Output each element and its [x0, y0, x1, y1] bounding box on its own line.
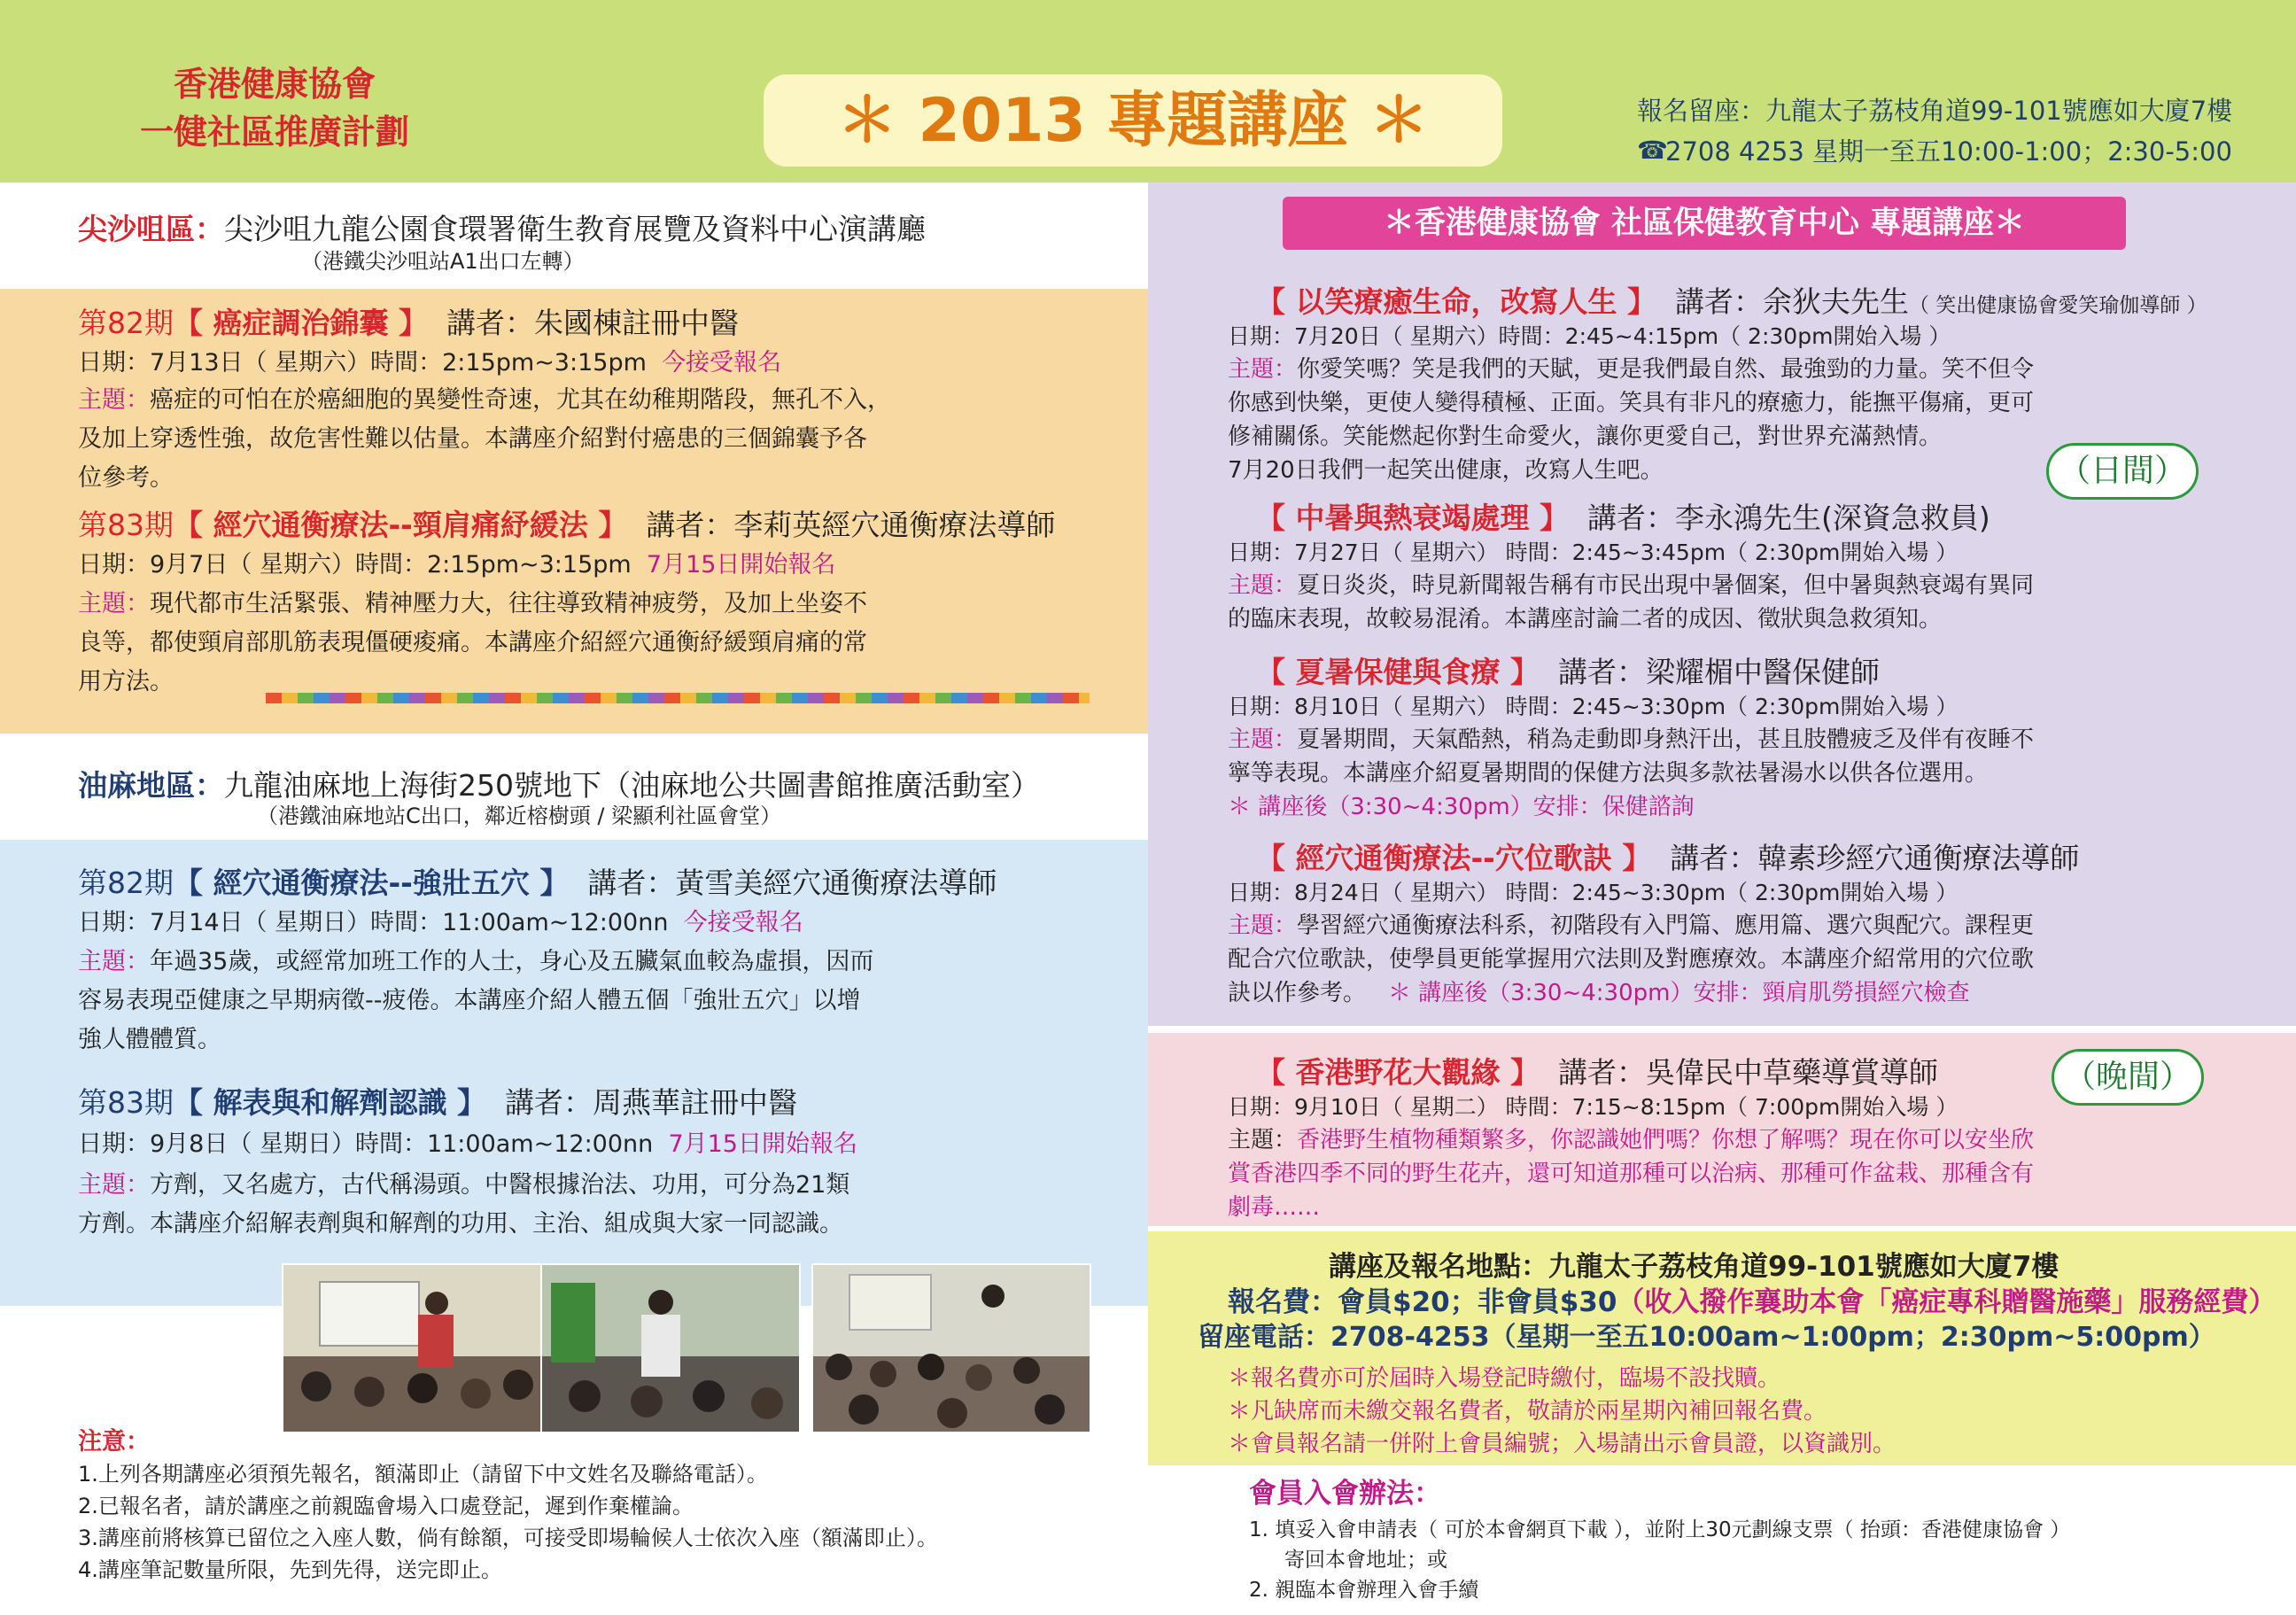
theme-text: 修補關係。笑能燃起你對生命愛火，讓你更愛自己，對世界充滿熱情。	[1228, 423, 1943, 450]
lecture-date-time: 日期：7月14日（ 星期日）時間：11:00am~12:00nn	[78, 909, 669, 936]
period-label: 第82期	[78, 866, 174, 900]
ymt-venue: 九龍油麻地上海街250號地下（油麻地公共圖書館推廣活動室）	[224, 768, 1040, 803]
theme-text: 方劑，又名處方，古代稱湯頭。中醫根據治法、功用，可分為21類	[150, 1171, 850, 1199]
theme-label: 主題：	[78, 590, 150, 617]
theme-text: 香港野生植物種類繁多，你認識她們嗎？你想了解嗎？現在你可以安坐欣	[1297, 1127, 2035, 1153]
ymt-lecture-83-theme	[78, 1166, 1123, 1244]
theme-text: 位參考。	[78, 464, 174, 492]
theme-text: 賞香港四季不同的野生花卉，還可知道那種可以治病、那種可作盆栽、那種含有	[1228, 1161, 2035, 1187]
ymt-lecture-83-title	[78, 1083, 797, 1123]
theme-text: 強人體體質。	[78, 1026, 221, 1053]
registration-status: 7月15日開始報名	[668, 1130, 857, 1158]
center-lecture-2-datetime: 日期：7月27日（ 星期六） 時間：2:45~3:45pm（ 2:30pm開始入場 ）	[1228, 540, 1959, 565]
lecture-topic: 【 經穴通衡療法--強壯五穴 】	[174, 866, 570, 900]
theme-text: 容易表現亞健康之早期病徵--疲倦。本講座介紹人體五個「強壯五穴」以增	[78, 987, 861, 1014]
theme-text: 用方法。	[78, 668, 174, 695]
theme-label: 主題：	[1228, 356, 1298, 383]
ymt-lecture-83-datetime	[78, 1127, 857, 1162]
lecture-photo-2	[540, 1263, 801, 1433]
lecture-date-time: 日期：7月13日（ 星期六）時間：2:15pm~3:15pm	[78, 349, 647, 377]
theme-text: 的臨床表現，故較易混淆。本講座討論二者的成因、徵狀與急救須知。	[1228, 606, 1943, 633]
lecture-photo-1	[282, 1263, 542, 1433]
speaker-note: （ 笑出健康協會愛笑瑜伽導師 ）	[1908, 294, 2207, 317]
lecture-topic: 【 中暑與熱衰竭處理 】	[1256, 501, 1569, 535]
theme-text: 寧等表現。本講座介紹夏暑期間的保健方法與多款祛暑湯水以供各位選用。	[1228, 760, 1989, 787]
registration-point: ＊凡缺席而未繳交報名費者，敬請於兩星期內補回報名費。	[1228, 1398, 1827, 1425]
registration-point: ＊報名費亦可於屆時入場登記時繳付，臨場不設找贖。	[1228, 1365, 1781, 1392]
lecture-speaker: 講者：余狄夫先生	[1674, 284, 1909, 319]
note-item: 3.講座前將核算已留位之入座人數，倘有餘額，可接受即場輪候人士依次入座（額滿即止）。	[78, 1526, 938, 1550]
registration-status: 今接受報名	[683, 909, 803, 936]
lecture-topic: 【 經穴通衡療法--頸肩痛紓緩法 】	[174, 508, 628, 542]
notes-label: 注意：	[78, 1428, 150, 1456]
theme-text: 配合穴位歌訣，使學員更能掌握用穴法則及對應療效。本講座介紹常用的穴位歌	[1228, 946, 2035, 973]
phone-hours: 2708 4253 星期一至五10:00-1:00；2:30-5:00	[1665, 136, 2232, 167]
tst-lecture-82-theme	[78, 381, 1105, 498]
lecture-speaker: 講者：李莉英經穴通衡療法導師	[646, 508, 1056, 542]
center-banner-text: ＊香港健康協會 社區保健教育中心 專題講座＊	[1383, 206, 2026, 241]
theme-label: 主題：	[78, 386, 150, 414]
lecture-topic: 【 香港野花大觀緣 】	[1256, 1055, 1540, 1090]
notes-list	[78, 1458, 938, 1586]
lecture-date-time: 日期：9月7日（ 星期六）時間：2:15pm~3:15pm	[78, 551, 632, 578]
lecture-speaker: 講者：梁耀楣中醫保健師	[1557, 655, 1880, 689]
theme-text: 你感到快樂，更使人變得積極、正面。笑具有非凡的療癒力，能撫平傷痛，更可	[1228, 390, 2035, 416]
lecture-speaker: 講者：朱國棟註冊中醫	[446, 306, 739, 340]
center-lecture-3-title	[1256, 652, 1880, 693]
ymt-lecture-82-title	[78, 863, 997, 904]
tst-lecture-83-theme	[78, 585, 1105, 702]
lecture-topic: 【 夏暑保健與食療 】	[1256, 655, 1540, 689]
post-lecture-note: ＊ 講座後（3:30~4:30pm）安排：保健諮詢	[1228, 794, 1695, 820]
theme-text: 訣以作參考。	[1228, 980, 1367, 1006]
tst-direction: （港鐵尖沙咀站A1出口左轉）	[301, 249, 585, 274]
theme-label: 主題：	[1228, 1127, 1298, 1153]
lecture-speaker: 講者：韓素珍經穴通衡療法導師	[1670, 841, 2080, 875]
center-lecture-1-theme	[1228, 353, 2034, 487]
lecture-speaker: 講者：黃雪美經穴通衡療法導師	[587, 866, 997, 900]
post-lecture-note: ＊ 講座後（3:30~4:30pm）安排：頸肩肌勞損經穴檢查	[1387, 980, 1970, 1006]
registration-venue: 講座及報名地點：九龍太子荔枝角道99-101號應如大廈7樓	[1329, 1251, 2059, 1283]
theme-text: 現代都市生活緊張、精神壓力大，往往導致精神疲勞，及加上坐姿不	[150, 590, 867, 617]
theme-text: 夏暑期間，天氣酷熱，稍為走動即身熱汗出，甚且肢體疲乏及伴有夜睡不	[1297, 726, 2035, 753]
theme-text: 方劑。本講座介紹解表劑與和解劑的功用、主治、組成與大家一同認識。	[78, 1210, 843, 1238]
membership-title: 會員入會辦法：	[1249, 1478, 1441, 1510]
theme-label: 主題：	[1228, 572, 1298, 599]
registration-fee: 報名費：會員$20；非會員$30	[1228, 1286, 1617, 1318]
center-lecture-4-datetime: 日期：8月24日（ 星期六） 時間：2:45~3:30pm（ 2:30pm開始入場 ）	[1228, 880, 1959, 905]
theme-text: 劇毒……	[1228, 1194, 1321, 1221]
evening-lecture-theme	[1228, 1123, 2034, 1224]
center-lecture-2-title	[1256, 498, 1990, 539]
membership-step: 寄回本會地址；或	[1284, 1549, 1447, 1572]
org-programme: 一健社區推廣計劃	[139, 113, 409, 151]
theme-text: 學習經穴通衡療法科系，初階段有入門篇、應用篇、選穴與配穴。課程更	[1297, 912, 2035, 939]
theme-text: 7月20日我們一起笑出健康，改寫人生吧。	[1228, 457, 1664, 484]
fee-note: （收入撥作襄助本會「癌症專科贈醫施藥」服務經費）	[1617, 1286, 2277, 1318]
note-item: 4.講座筆記數量所限，先到先得，送完即止。	[78, 1557, 502, 1582]
theme-text: 夏日炎炎，時見新聞報告稱有市民出現中暑個案，但中暑與熱衰竭有異同	[1297, 572, 2035, 599]
ymt-lecture-82-datetime	[78, 905, 803, 941]
page-title: ＊ 2013 專題講座 ＊	[836, 86, 1430, 156]
membership-step: 1. 填妥入會申請表（ 可於本會網頁下載 ），並附上30元劃線支票（ 抬頭：香港健康協會 ）	[1249, 1518, 2071, 1541]
period-label: 第83期	[78, 1085, 174, 1120]
tst-district-label: 尖沙咀區：	[78, 212, 224, 246]
registration-fee-line	[1228, 1283, 2276, 1322]
registration-points	[1228, 1363, 1896, 1461]
lecture-topic: 【 解表與和解劑認識 】	[174, 1085, 486, 1120]
center-lecture-4-title	[1256, 838, 2079, 879]
tst-lecture-83-title	[78, 505, 1055, 546]
theme-text: 癌症的可怕在於癌細胞的異變性奇速，尤其在幼稚期階段，無孔不入，	[150, 386, 891, 414]
period-label: 第82期	[78, 306, 174, 340]
theme-label: 主題：	[78, 1171, 150, 1199]
note-item: 2.已報名者，請於講座之前親臨會場入口處登記，遲到作棄權論。	[78, 1494, 694, 1518]
theme-text: 及加上穿透性強，故危害性難以估量。本講座介紹對付癌患的三個錦囊予各	[78, 425, 867, 453]
theme-text: 年過35歲，或經常加班工作的人士，身心及五臟氣血較為虛損，因而	[150, 948, 874, 975]
tst-lecture-83-datetime	[78, 547, 835, 583]
center-lecture-3-datetime: 日期：8月10日（ 星期六） 時間：2:45~3:30pm（ 2:30pm開始入場 ）	[1228, 694, 1959, 719]
theme-label: 主題：	[1228, 912, 1298, 939]
membership-steps	[1249, 1515, 2070, 1605]
lecture-speaker: 講者：吳偉民中草藥導賞導師	[1557, 1055, 1938, 1090]
registration-status: 7月15日開始報名	[646, 551, 836, 578]
registration-address: 報名留座：九龍太子荔枝角道99-101號應如大廈7樓	[1637, 96, 2233, 126]
tst-venue: 尖沙咀九龍公園食環署衛生教育展覽及資料中心演講廳	[224, 212, 926, 246]
center-lecture-1-title	[1256, 282, 2207, 326]
center-lecture-4-theme	[1228, 909, 2034, 1010]
evening-lecture-title	[1256, 1052, 1938, 1093]
theme-label: 主題：	[78, 948, 150, 975]
phone-icon: ☎	[1637, 136, 1668, 165]
note-item: 1.上列各期講座必須預先報名，額滿即止（請留下中文姓名及聯絡電話）。	[78, 1462, 768, 1487]
day-badge: （日間）	[2046, 443, 2199, 500]
theme-label: 主題：	[1228, 726, 1298, 753]
lecture-topic: 【 以笑療癒生命，改寫人生 】	[1256, 284, 1656, 319]
center-lecture-1-datetime: 日期：7月20日（ 星期六）時間：2:45~4:15pm（ 2:30pm開始入場 ）	[1228, 323, 1951, 349]
center-lecture-2-theme	[1228, 569, 2034, 636]
lecture-photo-3	[811, 1263, 1091, 1433]
ymt-district-label: 油麻地區：	[78, 768, 224, 803]
membership-step: 2. 親臨本會辦理入會手續	[1249, 1579, 1479, 1602]
lecture-speaker: 講者：周燕華註冊中醫	[504, 1085, 797, 1120]
tst-lecture-82-title	[78, 303, 739, 344]
center-lecture-3-theme	[1228, 723, 2034, 824]
evening-badge: （晚間）	[2052, 1049, 2204, 1106]
tst-district-line	[78, 209, 926, 250]
lecture-topic: 【 癌症調治錦囊 】	[174, 306, 428, 340]
lecture-topic: 【 經穴通衡療法--穴位歌訣 】	[1256, 841, 1652, 875]
evening-lecture-datetime: 日期：9月10日（ 星期二） 時間：7:15~8:15pm（ 7:00pm開始入場 ）	[1228, 1094, 1959, 1120]
lecture-speaker: 講者：李永鴻先生(深資急救員)	[1586, 501, 1990, 535]
org-name: 香港健康協會	[173, 65, 376, 104]
theme-text: 你愛笑嗎？笑是我們的天賦，更是我們最自然、最強勁的力量。笑不但令	[1297, 356, 2035, 383]
tst-lecture-82-datetime	[78, 346, 781, 381]
ymt-lecture-82-theme	[78, 943, 1105, 1060]
period-label: 第83期	[78, 508, 174, 542]
ymt-direction: （港鐵油麻地站C出口，鄰近榕樹頭 / 梁顯利社區會堂）	[257, 804, 782, 828]
theme-text: 良等，都使頸肩部肌筋表現僵硬痠痛。本講座介紹經穴通衡紓緩頸肩痛的常	[78, 629, 867, 656]
registration-phone: 留座電話：2708-4253（星期一至五10:00am~1:00pm；2:30pm~5:00pm）	[1198, 1322, 2215, 1353]
registration-point: ＊會員報名請一併附上會員編號；入場請出示會員證，以資識別。	[1228, 1431, 1897, 1457]
registration-status: 今接受報名	[662, 349, 782, 377]
lecture-date-time: 日期：9月8日（ 星期日）時間：11:00am~12:00nn	[78, 1130, 654, 1158]
